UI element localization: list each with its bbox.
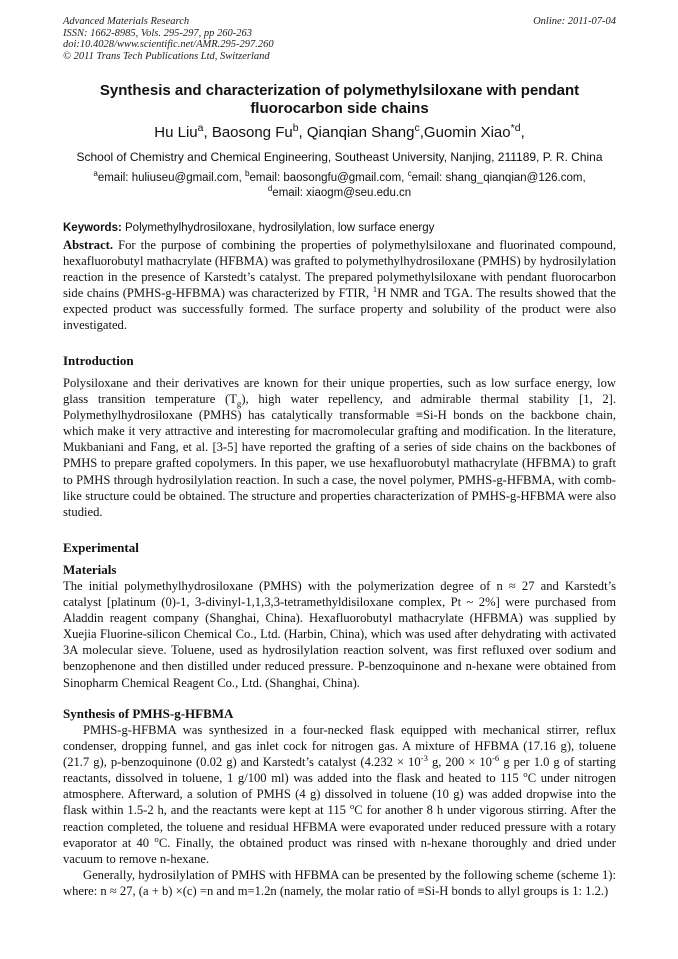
degree-mark: o [523,769,528,780]
synthesis-text-part: g, 200 × 10 [427,755,492,770]
abstract [63,237,616,334]
author-marker: b [292,122,299,134]
materials-heading: Materials [63,562,117,577]
synthesis-text-part: PMHS-g-HFBMA was synthesized in a four-necked flask equipped with mechanical stirrer, reflux condenser, dropping funnel, and gas inlet cock for nitrogen gas. A mixture of HFBMA (17.16 g), toluene (21.7 g), p-benzoquinone (0.02 g) and Karstedt’s catalyst (4.232 × 10 [63,723,616,770]
email-d: email: xiaogm@seu.edu.cn [272,187,412,199]
email-line-2 [63,186,616,201]
abstract-label: Abstract. [63,238,114,252]
author-marker: *d [510,122,521,134]
email-marker: d [267,184,273,194]
scheme-text: Generally, hydrosilylation of PMHS with HFBMA can be presented by the following scheme (scheme 1): where: n ≈ 27, (a + b) ×(c) =n and m=1.2n (namely, the molar ratio of ≡Si-H bonds to allyl groups is 1: 1.2.) [63,868,616,899]
author-name: Guomin Xiao [423,124,511,141]
abstract-text: H NMR and TGA. The results showed that the expected product was successfully formed. The surface property and solubility of the product were also investigated. [63,286,616,333]
author-separator: , [298,124,307,141]
exponent: -6 [491,753,500,763]
abstract-text: For the purpose of combining the properties of polymethylsiloxane and fluorinated compound, hexafluorobutyl mathacrylate (HFBMA) was grafted to polymethylhydrosiloxane (PMHS) by hydrosilylation reaction in the presence of Karstedt’s catalyst. The prepared polymethylsiloxane with pendant fluorocarbon side chains (PMHS-g-HFBMA) was characterized by FTIR, [63,238,616,301]
affiliation: School of Chemistry and Chemical Engineering, Southeast University, Nanjing, 211189, P. R. China [76,150,603,164]
synthesis-heading: Synthesis of PMHS-g-HFBMA [63,706,234,721]
journal-issn: ISSN: 1662-8985, Vols. 295-297, pp 260-263 [63,27,252,39]
intro-text: ), high water repellency, and admirable thermal stability [1, 2]. Polymethylhydrosiloxane (PMHS) has catalytically transformable ≡Si-H bonds on the backbone chain, which make it very attractive and interesting for macromolecular grafting and modification. In the literature, Mukbaniani and Fang, et al. [3-5] have reported the grafting of a series of side chains on the backbones of PMHS to prepare grafted copolymers. In this paper, we use hexafluorobutyl mathacrylate (HFBMA) to graft to PMHS through hydrosilylation reaction. In such a case, the novel polymer, PMHS-g-HFBMA, with comb-like structure could be obtained. The structure and properties characterization of PMHS-g-HFBMA were also studied. [63,392,616,519]
intro-text: Polysiloxane and their derivatives are known for their unique properties, such as low surface energy, low glass transition temperature (T [63,376,616,407]
journal-doi: doi:10.4028/www.scientific.net/AMR.295-297.260 [63,39,274,50]
tg-subscript: g [236,398,242,409]
synthesis-text-part: C. Finally, the obtained product was rinsed with n-hexane thoroughly and dried under vacuum to remove n-hexane. [63,835,616,866]
email-marker: b [245,169,250,179]
author-separator: , [203,124,212,141]
email-b: email: baosongfu@gmail.com, [249,172,408,184]
keywords-text: Polymethylhydrosiloxane, hydrosilylation, low surface energy [125,222,435,234]
introduction-heading: Introduction [63,353,134,368]
degree-mark: o [154,833,159,844]
email-marker: a [93,169,98,179]
author-name: Hu Liu [154,124,198,141]
author-name: Qianqian Shang [306,124,415,141]
degree-mark: o [349,801,355,812]
introduction-text [63,375,616,520]
journal-header [63,16,616,62]
author-separator: , [419,124,424,141]
online-date: Online: 2011-07-04 [533,16,616,27]
paper-title: Synthesis and characterization of polymethylsiloxane with pendant fluorocarbon side chains [99,82,580,117]
email-a: email: huliuseu@gmail.com, [97,172,246,184]
synthesis-text-part: C for another 8 h under vigorous stirring. After the reaction completed, the toluene and residual HFBMA were evaporated under reduced pressure with a rotary evaporator at 40 [63,803,616,850]
author-marker: a [197,122,204,134]
author-list [63,124,616,142]
exponent: -3 [420,753,428,763]
email-c: email: shang_qianqian@126.com, [411,172,586,184]
keywords-label: Keywords: [63,222,122,234]
journal-name: Advanced Materials Research [63,16,190,27]
keywords [63,221,616,235]
materials-text: The initial polymethylhydrosiloxane (PMHS) with the polymerization degree of n ≈ 27 and Karstedt’s catalyst [platinum (0)-1, 3-divinyl-1,1,3,3-tetramethyldisiloxane complex, Pt ~ 2%] were purchased from Aladdin reagent company (Shanghai, China). Hexafluorobutyl mathacrylate (HFBMA) was supplied by Xuejia Fluorine-silicon Chemical Co., Ltd. (Harbin, China), which was used after dehydrating with activated 3A molecular sieve. Toluene, used as hydrosilylation reaction solvent, was first refluxed over sodium and benzophenone and then distilled under reduced pressure. P-benzoquinone and n-hexane were obtained from Sinopharm Chemical Reagent Co., Ltd. (Shanghai, China). [63,579,616,690]
email-list [63,171,616,201]
journal-copyright: © 2011 Trans Tech Publications Ltd, Switzerland [63,50,270,62]
nmr-superscript: 1 [372,284,378,295]
author-separator: , [520,124,525,141]
author-name: Baosong Fu [211,124,293,141]
email-line-1 [63,171,616,186]
synthesis-text-part: C under nitrogen atmosphere. Afterward, a solution of PMHS (4 g) dissolved in toluene (10 g) was added dropwise into the flask within 1.5-2 h, and the reactants were kept at 115 [63,771,616,818]
experimental-heading: Experimental [63,540,139,555]
email-marker: c [407,169,412,179]
author-marker: c [414,122,420,134]
synthesis-text-part: g per 1.0 g of starting reactants, dissolved in toluene, 1 g/100 ml) was added into the flask and heated to 115 [63,755,616,786]
synthesis-text [63,722,616,867]
